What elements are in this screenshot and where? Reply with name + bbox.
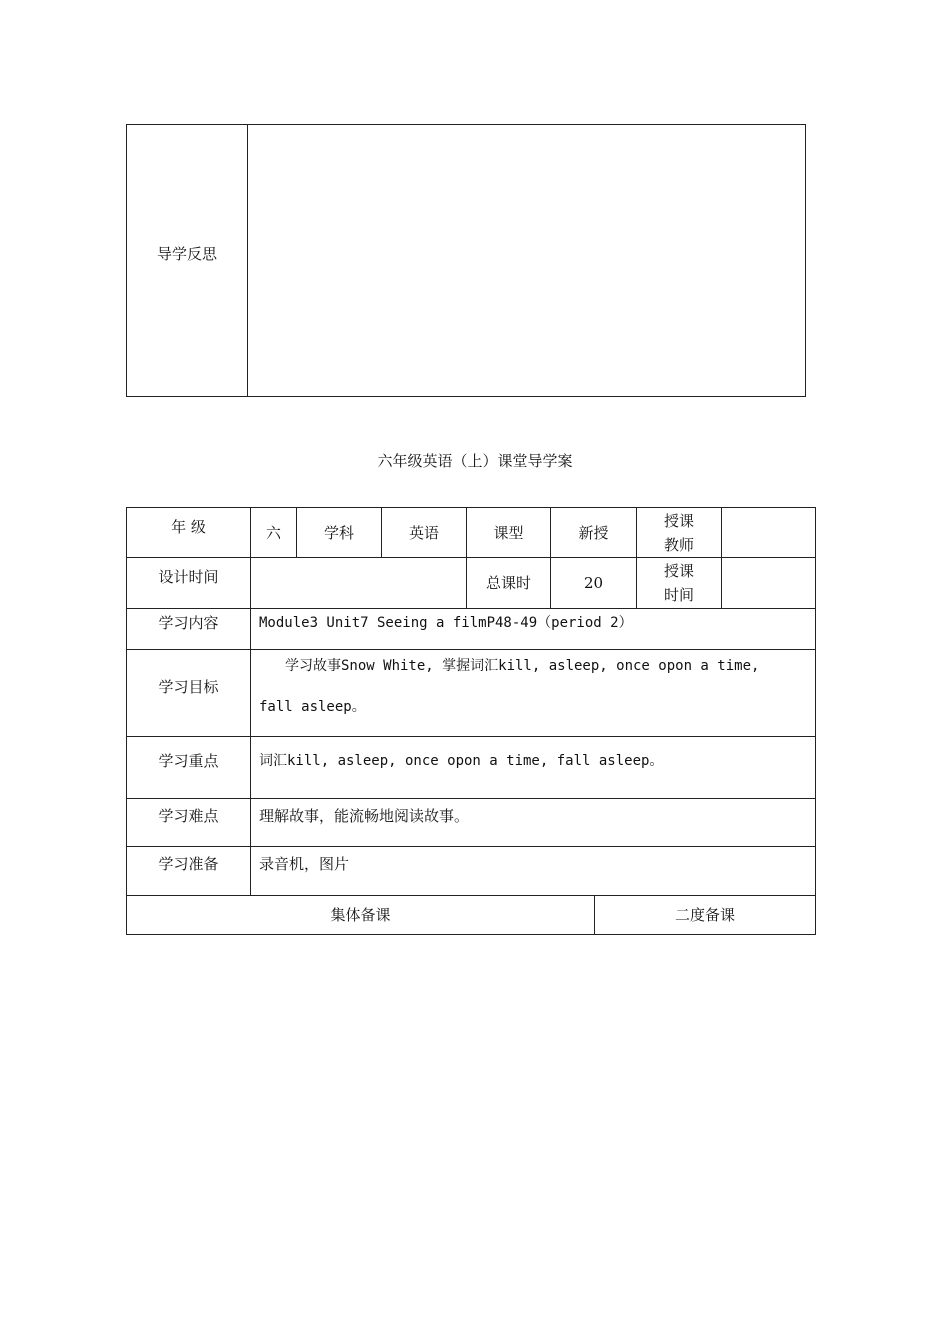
table-rule (126, 798, 816, 799)
grade-value: 六 (265, 524, 281, 542)
second-prep-header: 二度备课 (674, 906, 735, 924)
content-value: Module3 Unit7 Seeing a filmP48-49（period 2） (259, 615, 633, 631)
table-rule (126, 736, 816, 737)
goal-label: 学习目标 (158, 678, 219, 696)
table-rule (721, 507, 722, 609)
content-label: 学习内容 (158, 614, 219, 632)
difficulties-value: 理解故事，能流畅地阅读故事。 (259, 807, 470, 825)
subject-value: 英语 (408, 524, 439, 542)
reflection-label: 导学反思 (156, 245, 217, 263)
design-time-label: 设计时间 (158, 568, 219, 586)
subject-label: 学科 (323, 524, 354, 542)
teacher-label: 教师 (663, 536, 694, 554)
page-title: 六年级英语（上）课堂导学案 (377, 452, 573, 470)
collective-prep-header: 集体备课 (330, 906, 391, 924)
table-rule (126, 846, 816, 847)
table-rule (126, 649, 816, 650)
total-hours-label: 总课时 (485, 574, 531, 592)
class-time-label: 授课 (663, 562, 694, 580)
goal-line-2: fall asleep。 (259, 699, 366, 715)
reflection-content-cell[interactable] (248, 125, 805, 396)
grade-label: 年 级 (171, 518, 206, 536)
table-rule (126, 608, 816, 609)
lesson-type-value: 新授 (578, 524, 609, 542)
goal-line-1: 学习故事Snow White, 掌握词汇kill, asleep, once opon a time, (285, 658, 760, 674)
preparation-label: 学习准备 (158, 855, 219, 873)
teacher-label: 授课 (663, 512, 694, 530)
difficulties-label: 学习难点 (158, 807, 219, 825)
table-rule (126, 557, 816, 558)
total-hours-value: 20 (583, 574, 604, 592)
table-rule (126, 895, 816, 896)
class-time-label: 时间 (663, 586, 694, 604)
preparation-value: 录音机，图片 (259, 855, 350, 873)
key-points-label: 学习重点 (158, 752, 219, 770)
key-points-value: 词汇kill, asleep, once opon a time, fall asleep。 (259, 753, 664, 769)
table-rule (250, 507, 251, 896)
lesson-type-label: 课型 (493, 524, 524, 542)
